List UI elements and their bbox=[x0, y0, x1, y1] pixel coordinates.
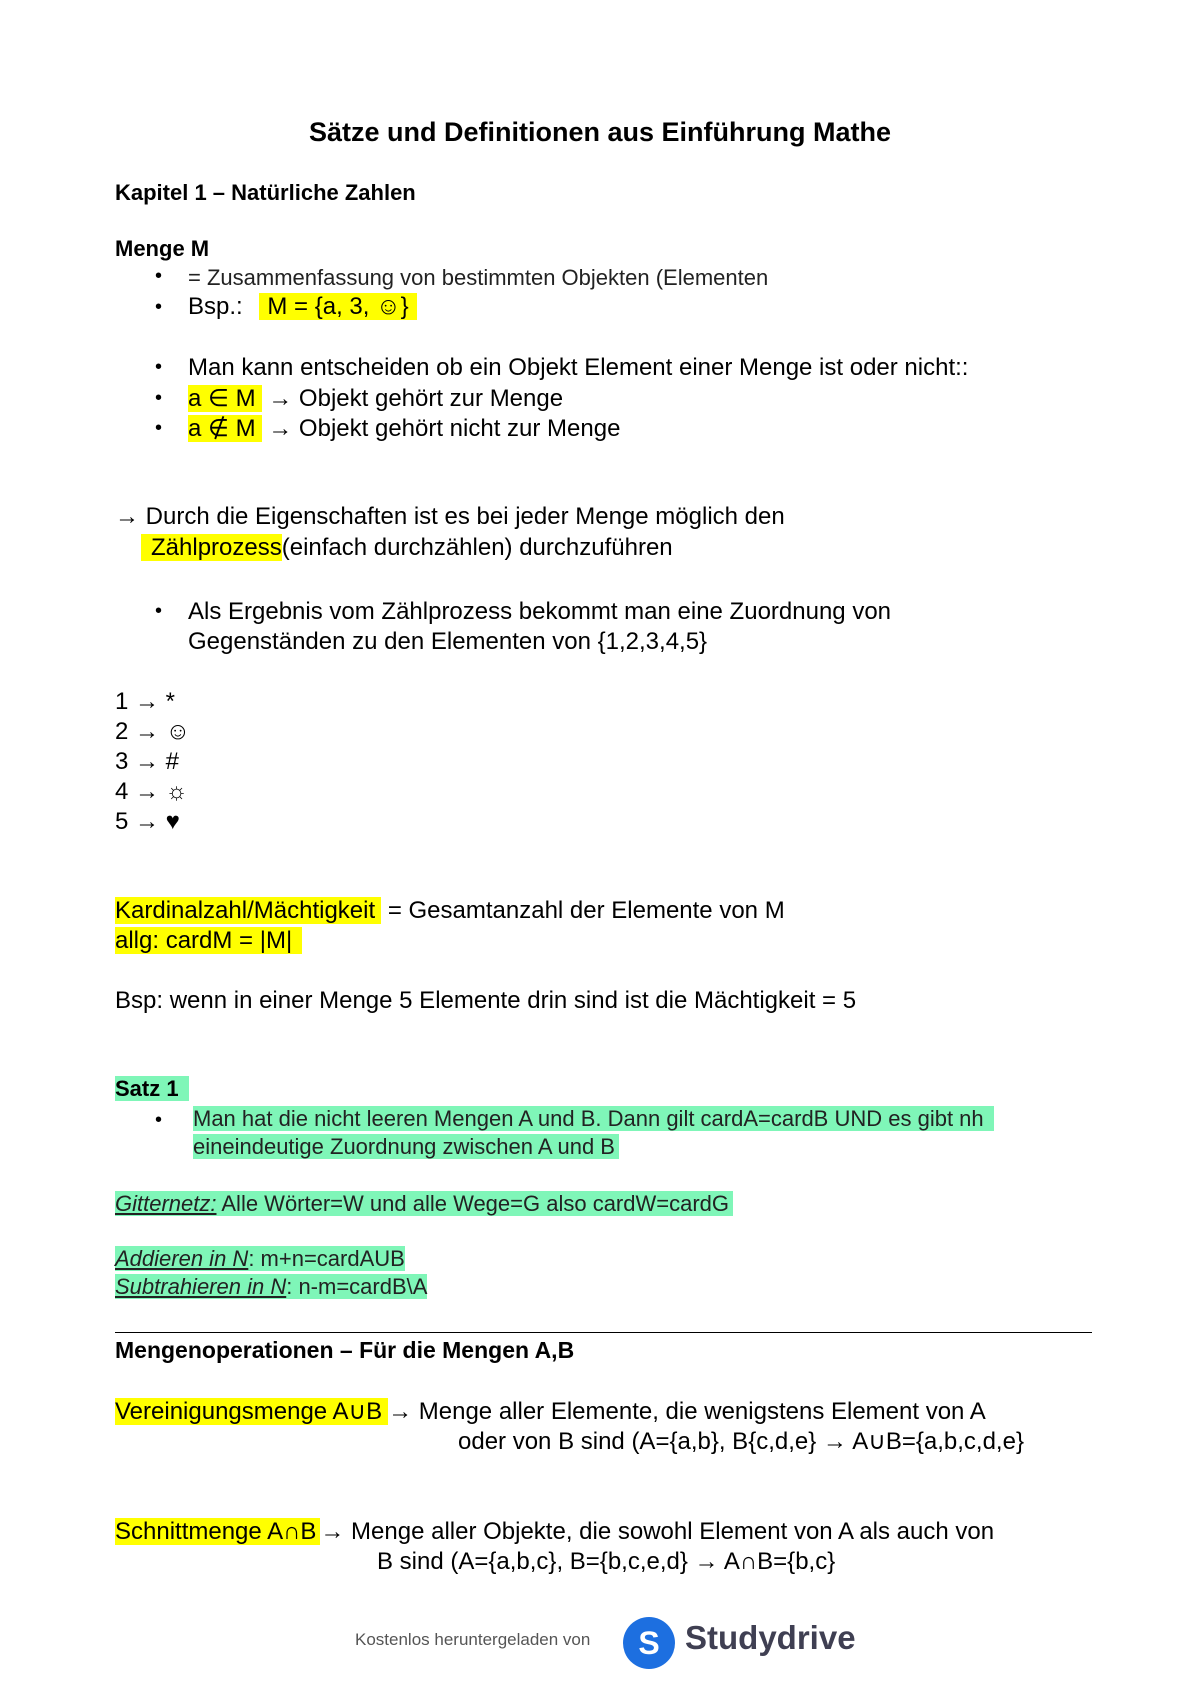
section-heading-menge: Menge M bbox=[115, 236, 210, 261]
kardinal-formula: allg: cardM = |M| bbox=[115, 927, 302, 954]
zaehl-line-1: → Durch die Eigenschaften ist es bei jeder Menge möglich den bbox=[115, 503, 785, 530]
example-value: M = {a, 3, ☺} bbox=[259, 293, 416, 320]
footer-prefix: Kostenlos heruntergeladen von bbox=[355, 1630, 591, 1649]
bullet: • bbox=[155, 417, 163, 439]
svg-text:S: S bbox=[638, 1625, 660, 1661]
schnitt-def-1: → Menge aller Objekte, die sowohl Element von A als auch von bbox=[320, 1518, 995, 1545]
kardinal-line bbox=[115, 897, 785, 925]
vereinigung-def-2: oder von B sind (A={a,b}, B{c,d,e} → A∪B={a,b,c,d,e} bbox=[458, 1428, 1024, 1455]
zaehl-line-2-rest: (einfach durchzählen) durchzuführen bbox=[281, 534, 673, 561]
satz1-line-2: eineindeutige Zuordnung zwischen A und B bbox=[193, 1134, 619, 1159]
page-title: Sätze und Definitionen aus Einführung Mathe bbox=[308, 117, 891, 147]
gitternetz-line bbox=[115, 1191, 733, 1217]
mapping-row: 5 → ♥ bbox=[115, 808, 180, 835]
studydrive-logo-icon bbox=[620, 1614, 678, 1672]
addieren-text: : m+n=cardAUB bbox=[248, 1246, 405, 1271]
bullet: • bbox=[155, 296, 163, 318]
result-line-1: Als Ergebnis vom Zählprozess bekommt man eine Zuordnung von bbox=[188, 598, 892, 625]
schnitt-def-2: B sind (A={a,b,c}, B={b,c,e,d} → A∩B={b,c} bbox=[377, 1548, 836, 1575]
menge-decide-text: Man kann entscheiden ob ein Objekt Element einer Menge ist oder nicht:: bbox=[188, 354, 969, 381]
addieren-label: Addieren in N bbox=[115, 1246, 249, 1271]
subtrahieren-label: Subtrahieren in N bbox=[115, 1274, 287, 1299]
satz1-heading: Satz 1 bbox=[115, 1076, 189, 1101]
chapter-heading: Kapitel 1 – Natürliche Zahlen bbox=[115, 180, 416, 205]
mapping-row: 3 → # bbox=[115, 748, 180, 775]
element-of-text: → Objekt gehört zur Menge bbox=[268, 385, 564, 412]
example-label: Bsp.: bbox=[188, 293, 243, 320]
not-element-of-symbol: a ∉ M bbox=[188, 415, 262, 442]
mapping-row: 1 → * bbox=[115, 688, 176, 715]
bullet: • bbox=[155, 356, 163, 378]
subtrahieren-text: : n-m=cardB\A bbox=[286, 1274, 428, 1299]
satz1-text-2 bbox=[193, 1134, 619, 1160]
result-line-2: Gegenständen zu den Elementen von {1,2,3,4,5} bbox=[188, 628, 708, 655]
vereinigung-term: Vereinigungsmenge A∪B bbox=[115, 1398, 388, 1425]
addieren-line bbox=[115, 1246, 405, 1272]
not-element-of-line bbox=[188, 414, 620, 443]
satz1-line-1: Man hat die nicht leeren Mengen A und B. Dann gilt cardA=cardB UND es gibt nh bbox=[193, 1106, 994, 1131]
bullet: • bbox=[155, 387, 163, 409]
element-of-line bbox=[188, 384, 563, 413]
vereinigung-def-1: → Menge aller Elemente, die wenigstens Element von A bbox=[388, 1398, 986, 1425]
element-of-symbol: a ∈ M bbox=[188, 385, 262, 412]
zaehl-line-2 bbox=[141, 534, 673, 562]
bullet: • bbox=[155, 1109, 163, 1131]
gitternetz-text: Alle Wörter=W und alle Wege=G also cardW=cardG bbox=[216, 1191, 730, 1216]
menge-definition: = Zusammenfassung von bestimmten Objekten (Elementen bbox=[188, 265, 769, 290]
zaehlprozess-term: Zählprozess bbox=[141, 534, 282, 561]
mapping-row: 4 → ☼ bbox=[115, 778, 188, 805]
kardinal-example: Bsp: wenn in einer Menge 5 Elemente drin sind ist die Mächtigkeit = 5 bbox=[115, 987, 857, 1014]
operations-heading: Mengenoperationen – Für die Mengen A,B bbox=[115, 1337, 575, 1363]
kardinal-allg-line bbox=[115, 927, 302, 955]
bullet: • bbox=[155, 265, 163, 287]
schnitt-line-1 bbox=[115, 1518, 994, 1546]
subtrahieren-line bbox=[115, 1274, 427, 1300]
gitternetz-label: Gitternetz: bbox=[115, 1191, 217, 1216]
kardinalzahl-term: Kardinalzahl/Mächtigkeit bbox=[115, 897, 381, 924]
kardinal-definition: = Gesamtanzahl der Elemente von M bbox=[387, 897, 785, 924]
mapping-row: 2 → ☺ bbox=[115, 718, 191, 745]
vereinigung-line-1 bbox=[115, 1397, 986, 1426]
satz1-text-1 bbox=[193, 1106, 994, 1132]
satz1-heading-line bbox=[115, 1076, 189, 1102]
menge-example bbox=[188, 293, 417, 321]
studydrive-brand: Studydrive bbox=[685, 1619, 856, 1656]
not-element-of-text: → Objekt gehört nicht zur Menge bbox=[268, 415, 621, 442]
bullet: • bbox=[155, 600, 163, 622]
section-divider bbox=[115, 1332, 1092, 1333]
schnitt-term: Schnittmenge A∩B bbox=[115, 1518, 320, 1545]
